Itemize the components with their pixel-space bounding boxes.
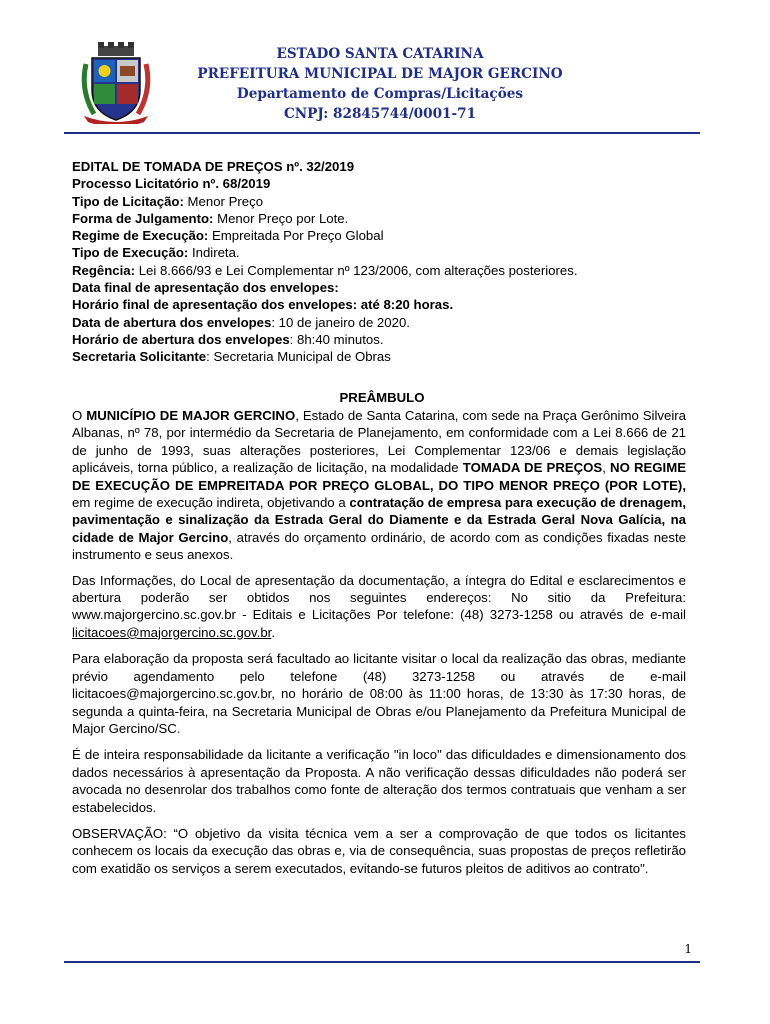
edital-info-block	[72, 158, 692, 366]
processo-number: Processo Licitatório nº. 68/2019	[72, 176, 271, 192]
regencia: Regência: Lei 8.666/93 e Lei Complementar nº 123/2006, com alterações posteriores.	[72, 262, 578, 278]
edital-number: EDITAL DE TOMADA DE PREÇOS nº. 32/2019	[72, 159, 355, 174]
horario-abertura: Horário de abertura dos envelopes: 8h:40 minutos.	[72, 331, 384, 347]
page-number: 1	[684, 942, 692, 956]
header-state: ESTADO SANTA CATARINA	[276, 46, 484, 62]
forma-julgamento: Forma de Julgamento: Menor Preço por Lote.	[72, 210, 349, 226]
preambulo-paragraph-5: OBSERVAÇÃO: “O objetivo da visita técnica vem a ser a comprovação de que todos os licitantes conhecem os locais da execução das obras e, via de consequência, suas propostas de preços refletirão com exatidão os serviços a serem executados, evitando-se futuros pleitos de aditivos ao contrato".	[72, 825, 686, 876]
tipo-execucao: Tipo de Execução: Indireta.	[72, 245, 240, 261]
regime-execucao: Regime de Execução: Empreitada Por Preço Global	[72, 228, 384, 244]
data-final-envelopes: Data final de apresentação dos envelopes:	[72, 280, 339, 296]
header-cnpj: CNPJ: 82845744/0001-71	[283, 106, 477, 122]
preambulo-paragraph-1: O MUNICÍPIO DE MAJOR GERCINO, Estado de Santa Catarina, com sede na Praça Gerônimo Silveira Albanas, nº 78, por intermédio da Secretaria de Planejamento, em conformidade com a Lei 8.666 de 21 de junho de 1993, suas alterações posteriores, Lei Complementar 123/06 e demais legislação aplicáveis, torna público, a realização de licitação, na modalidade TOMADA DE PREÇOS, NO REGIME DE EXECUÇÃO DE EMPREITADA POR PREÇO GLOBAL, DO TIPO MENOR PREÇO (POR LOTE), em regime de execução indireta, objetivando a contratação de empresa para execução de drenagem, pavimentação e sinalização da Estrada Geral do Diamente e da Estrada Geral Nova Galícia, na cidade de Major Gercino, através do orçamento ordinário, de acordo com as condições fixadas neste instrumento e seus anexos.	[72, 408, 687, 563]
email-link[interactable]: licitacoes@majorgercino.sc.gov.br	[72, 624, 272, 640]
preambulo-paragraph-3: Para elaboração da proposta será facultado ao licitante visitar o local da realização das obras, mediante prévio agendamento pelo telefone (48) 3273-1258 ou através de e-mail licitacoes@majorgercino.sc.gov.br, no horário de 08:00 às 11:00 horas, de 13:30 às 17:30 horas, de segunda a quinta-feira, na Secretaria Municipal de Obras e/ou Planejamento da Prefeitura Municipal de Major Gercino/SC.	[72, 651, 686, 736]
letterhead	[160, 44, 600, 124]
preambulo-title: PREÂMBULO	[339, 390, 425, 405]
preambulo-body	[72, 407, 686, 886]
coat-of-arms-icon	[80, 42, 152, 124]
header-prefeitura: PREFEITURA MUNICIPAL DE MAJOR GERCINO	[197, 66, 563, 82]
footer-divider	[64, 961, 700, 963]
tipo-licitacao: Tipo de Licitação: Menor Preço	[72, 193, 264, 209]
header-divider	[64, 132, 700, 134]
preambulo-paragraph-2: Das Informações, do Local de apresentação da documentação, a íntegra do Edital e esclarecimentos e abertura poderão ser obtidos nos seguintes endereços: No sitio da Prefeitura: www.majorgercino.sc.gov.br - Editais e Licitações Por telefone: (48) 3273-1258 ou através de e-mail licitacoes@majorgercino.sc.gov.br.	[72, 572, 686, 640]
secretaria-solicitante: Secretaria Solicitante: Secretaria Municipal de Obras	[72, 349, 391, 365]
horario-final-envelopes: Horário final de apresentação dos envelopes: até 8:20 horas.	[72, 297, 454, 313]
data-abertura: Data de abertura dos envelopes: 10 de janeiro de 2020.	[72, 314, 410, 330]
preambulo-paragraph-4: É de inteira responsabilidade da licitante a verificação "in loco" das dificuldades e dimensionamento dos dados necessários à apresentação da Proposta. A não verificação dessas dificuldades não poderá ser avocada no desenrolar dos trabalhos como fonte de alteração dos termos contratuais que venham a ser estabelecidos.	[72, 747, 686, 815]
header-department: Departamento de Compras/Licitações	[236, 86, 524, 102]
